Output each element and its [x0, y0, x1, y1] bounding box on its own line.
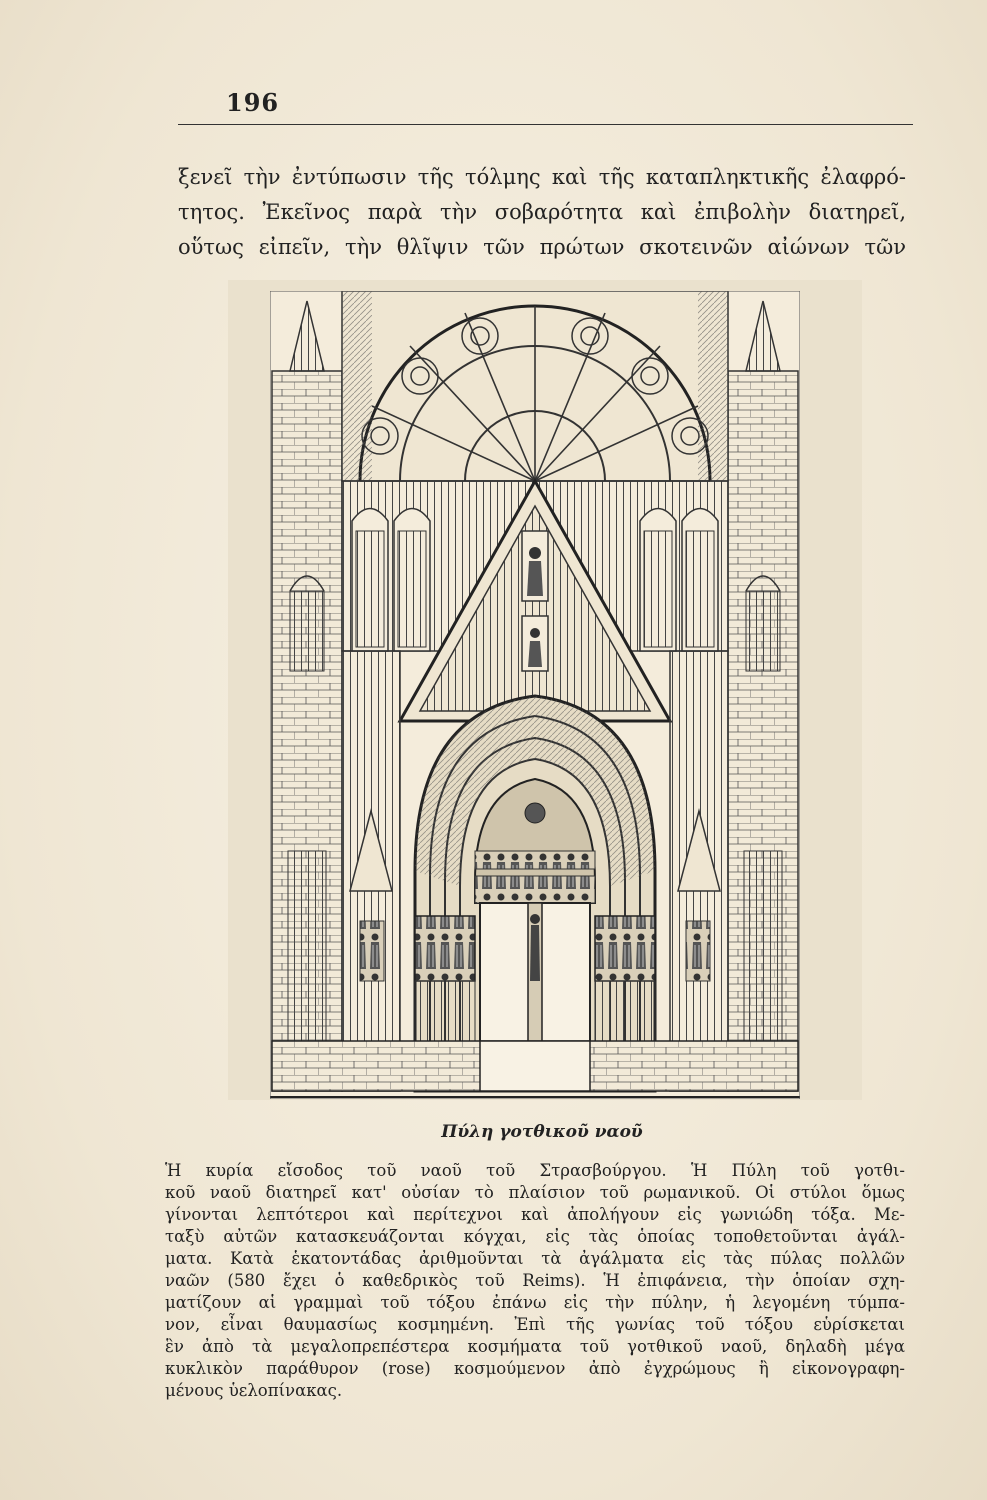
left-jamb-statues: [415, 916, 475, 981]
figure-description: [165, 1160, 905, 1402]
intro-line: ξενεῖ τὴν ἐντύπωσιν τῆς τόλμης καὶ τῆς καταπληκτικῆς ἐλαφρό-: [178, 165, 906, 189]
description-line: ματα. Κατὰ ἑκατοντάδας ἀριθμοῦνται τὰ ἀγάλματα εἰς τὰς πύλας πολλῶν: [165, 1249, 905, 1268]
description-line: ταξὺ αὐτῶν κατασκευάζονται κόγχαι, εἰς τὰς ὁποίας τοποθετοῦνται ἀγάλ-: [165, 1227, 905, 1246]
description-line: κοῦ ναοῦ διατηρεῖ κατ' οὐσίαν τὸ πλαίσιον τοῦ ρωμανικοῦ. Οἱ στύλοι ὅμως: [165, 1183, 905, 1202]
description-line: κυκλικὸν παράθυρον (rose) κοσμούμενον ἀπὸ ἐγχρώμους ἢ εἰκονογραφη-: [165, 1359, 905, 1378]
description-line: ματίζουν αἱ γραμμαὶ τοῦ τόξου ἐπάνω εἰς τὴν πύλην, ἡ λεγομένη τύμπα-: [165, 1293, 905, 1312]
description-line: ἓν ἀπὸ τὰ μεγαλοπρεπέστερα κοσμήματα τοῦ γοτθικοῦ ναοῦ, δηλαδὴ μέγα: [165, 1337, 905, 1356]
description-line: ναῶν (580 ἔχει ὁ καθεδρικὸς τοῦ Reims). Ἡ ἐπιφάνεια, τὴν ὁποίαν σχη-: [165, 1271, 905, 1290]
header-rule: [178, 124, 913, 125]
right-jamb-statues: [595, 916, 655, 981]
page-number: 196: [226, 88, 280, 117]
intro-line: οὕτως εἰπεῖν, τὴν θλῖψιν τῶν πρώτων σκοτεινῶν αἰώνων τῶν: [178, 235, 906, 259]
description-line: Ἡ κυρία εἴσοδος τοῦ ναοῦ τοῦ Στρασβούργου. Ἡ Πύλη τοῦ γοτθι-: [165, 1161, 905, 1180]
intro-paragraph: [178, 160, 906, 265]
description-line: γίνονται λεπτότεροι καὶ περίτεχνοι καὶ ἀπολήγουν εἰς γωνιώδη τόξα. Με-: [165, 1205, 905, 1224]
intro-line: τητος. Ἐκεῖνος παρὰ τὴν σοβαρότητα καὶ ἐπιβολὴν διατηρεῖ,: [178, 200, 906, 224]
figure-caption: Πύλη γοτθικοῦ ναοῦ: [441, 1122, 643, 1142]
description-line: νον, εἶναι θαυμασίως κοσμημένη. Ἐπὶ τῆς γωνίας τοῦ τόξου εὑρίσκεται: [165, 1315, 905, 1334]
gothic-portal-illustration: [270, 291, 800, 1099]
description-line: μένους ὑελοπίνακας.: [165, 1381, 343, 1400]
